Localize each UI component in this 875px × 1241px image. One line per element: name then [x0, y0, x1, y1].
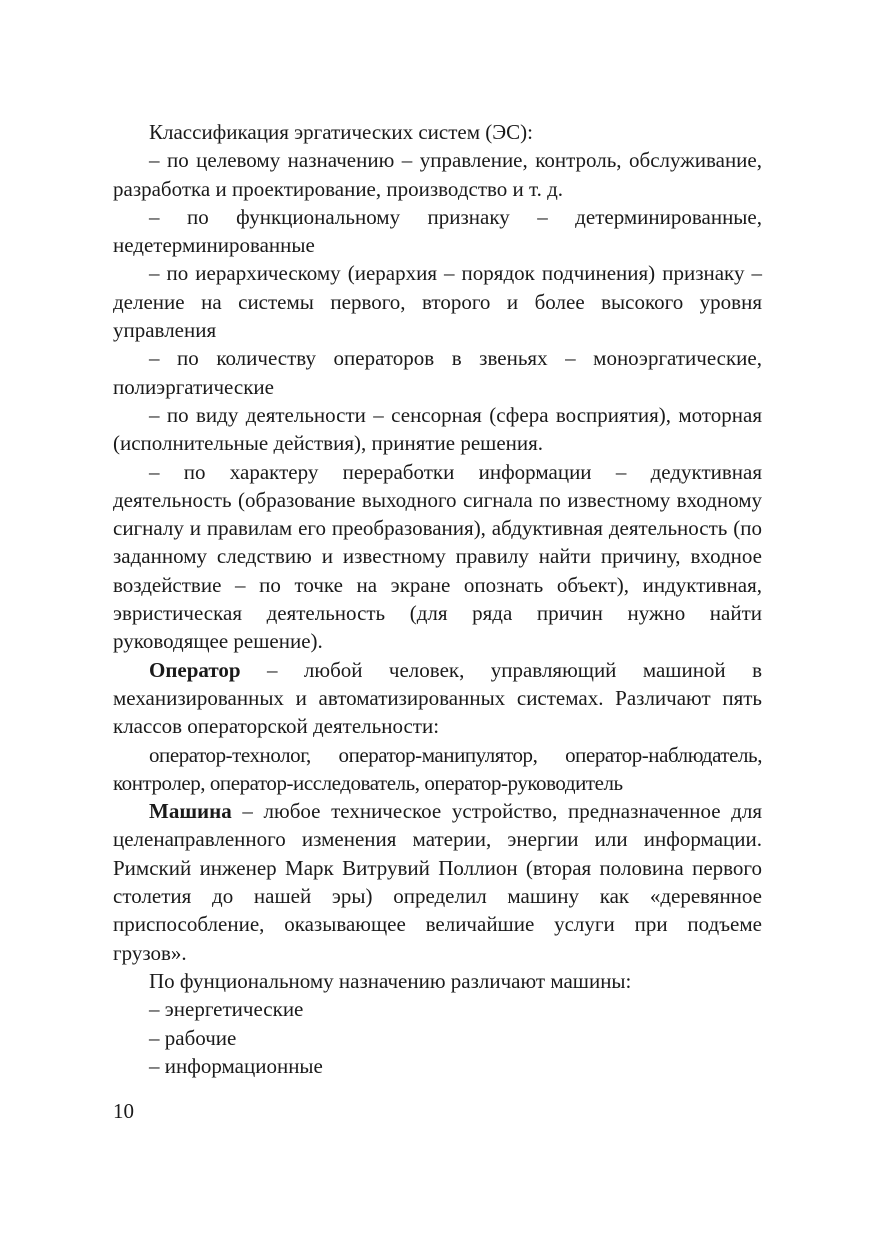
paragraph-text: – любой человек, управляющий машиной в механизированных и автоматизированных системах. Различают пять классов операторской деятельности:	[113, 657, 762, 739]
paragraph-text: – информационные	[149, 1053, 323, 1078]
paragraph-by-hierarchy	[113, 259, 762, 344]
list-item-energy	[113, 995, 762, 1023]
paragraph-text: По фунциональному назначению различают машины:	[149, 968, 632, 993]
page-number: 10	[113, 1099, 134, 1123]
paragraph-machine-types-intro	[113, 967, 762, 995]
list-item-working	[113, 1024, 762, 1052]
paragraph-text: – рабочие	[149, 1025, 237, 1050]
paragraph-text: – энергетические	[149, 997, 304, 1022]
paragraph-text: – любое техническое устройство, предназначенное для целенаправленного изменения материи, энергии или информации. Римский инженер Марк Витрувий Поллион (вторая половина первого столетия до нашей эры) определил машину как «деревянное приспособление, оказывающее величайшие услуги при подъеме грузов».	[113, 799, 762, 965]
term-machine: Машина	[149, 799, 232, 824]
paragraph-text: – по целевому назначению – управление, контроль, обслуживание, разработка и проектирование, производство и т. д.	[113, 148, 762, 201]
paragraph-by-function	[113, 203, 762, 260]
paragraph-by-operator-count	[113, 344, 762, 401]
paragraph-by-purpose	[113, 146, 762, 203]
paragraph-classification-heading	[113, 118, 762, 146]
paragraph-by-information-processing	[113, 458, 762, 656]
paragraph-text: – по функциональному признаку – детерминированные, недетерминированные	[113, 204, 762, 258]
paragraph-operator-definition	[113, 656, 762, 741]
paragraph-text: – по количеству операторов в звеньях – моноэргатические, полиэргатические	[113, 346, 762, 399]
paragraph-operator-classes	[113, 741, 762, 798]
paragraph-text: оператор-технолог, оператор-манипулятор, оператор-наблюдатель, контролер, оператор-исследователь, оператор-руководитель	[113, 742, 762, 795]
page-body	[113, 118, 762, 1080]
paragraph-machine-definition	[113, 797, 762, 967]
term-operator: Оператор	[149, 657, 241, 682]
paragraph-text: – по виду деятельности – сенсорная (сфера восприятия), моторная (исполнительные действия), принятие решения.	[113, 402, 762, 456]
paragraph-text: – по характеру переработки информации – дедуктивная деятельность (образование выходного сигнала по известному входному сигналу и правилам его преобразования), абдуктивная деятельность (по заданному следствию и известному правилу найти причину, входное воздействие – по точке на экране опознать объект), индуктивная, эвристическая деятельность (для ряда причин нужно найти руководящее решение).	[113, 459, 762, 654]
paragraph-by-activity	[113, 401, 762, 458]
paragraph-text: – по иерархическому (иерархия – порядок подчинения) признаку – деление на системы первого, второго и более высокого уровня управления	[113, 261, 762, 343]
list-item-information	[113, 1052, 762, 1080]
paragraph-text: Классификация эргатических систем (ЭС):	[149, 120, 533, 144]
